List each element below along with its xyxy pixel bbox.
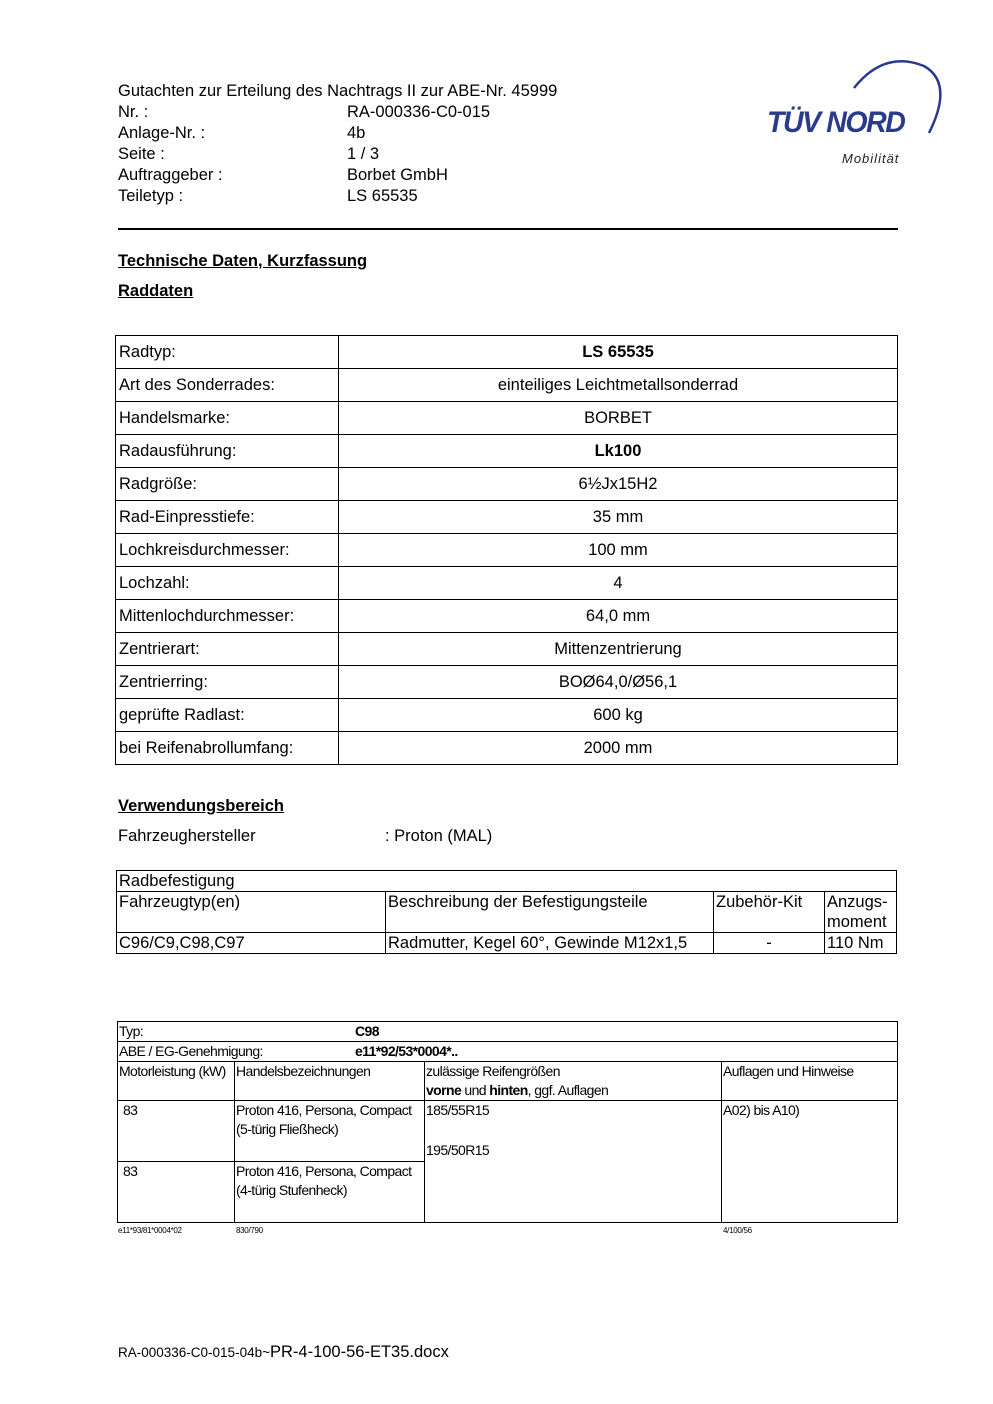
table-row: Radtyp: LS 65535 xyxy=(116,336,898,369)
footnote-sizes: 830/790 xyxy=(236,1226,263,1235)
table-row: Zentrierring: BOØ64,0/Ø56,1 xyxy=(116,666,898,699)
table-row: Rad-Einpresstiefe: 35 mm xyxy=(116,501,898,534)
table-row: Handelsmarke: BORBET xyxy=(116,402,898,435)
table-row: 83 Proton 416, Persona, Compact (5-türig Fließheck) 185/55R15 195/50R15 A02) bis A10) xyxy=(118,1101,898,1162)
tyre-size: 195/50R15 xyxy=(426,1142,490,1158)
table-row: geprüfte Radlast: 600 kg xyxy=(116,699,898,732)
header-divider xyxy=(118,228,898,230)
befestigung-table xyxy=(116,870,897,954)
table-row: Lochkreisdurchmesser: 100 mm xyxy=(116,534,898,567)
header-row-teiletyp: Teiletyp : LS 65535 xyxy=(118,187,418,205)
footnote-abe: e11*93/81*0004*02 xyxy=(118,1226,182,1235)
typ-value: C98 xyxy=(355,1023,379,1039)
table-row: Motorleistung (kW) Handelsbezeichnungen zulässige Reifengrößen vorne und hinten, ggf. Auflagen Auflagen und Hinweise xyxy=(118,1062,898,1101)
table-row xyxy=(117,871,897,892)
header-title: Gutachten zur Erteilung des Nachtrags II zur ABE-Nr. 45999 xyxy=(118,82,558,100)
table-row: bei Reifenabrollumfang: 2000 mm xyxy=(116,732,898,765)
header-row-auftraggeber: Auftraggeber : Borbet GmbH xyxy=(118,166,448,184)
table-row: 83 Proton 416, Persona, Compact (4-türig Stufenheck) xyxy=(118,1162,898,1223)
table-row: Zentrierart: Mittenzentrierung xyxy=(116,633,898,666)
table-row xyxy=(118,1022,898,1042)
befestigung-title: Radbefestigung xyxy=(117,871,897,892)
header-row-seite: Seite : 1 / 3 xyxy=(118,145,380,163)
document-header xyxy=(118,81,557,207)
table-row: C96/C9,C98,C97 Radmutter, Kegel 60°, Gewinde M12x1,5 - 110 Nm xyxy=(117,933,897,954)
tyre-size: 185/55R15 xyxy=(426,1102,490,1118)
table-row: Radausführung: Lk100 xyxy=(116,435,898,468)
section-raddaten-title: Raddaten xyxy=(118,282,194,300)
abe-label: ABE / EG-Genehmigung: xyxy=(119,1043,263,1059)
table-row: Mittenlochdurchmesser: 64,0 mm xyxy=(116,600,898,633)
footnote-bolt: 4/100/56 xyxy=(723,1226,752,1235)
raddaten-table xyxy=(115,335,898,765)
tuev-nord-logo xyxy=(764,58,944,170)
section-verwendung-title: Verwendungsbereich xyxy=(118,797,284,815)
hersteller-value: : Proton (MAL) xyxy=(385,827,493,845)
typ-label: Typ: xyxy=(119,1023,144,1039)
logo-subtitle: Mobilität xyxy=(842,151,900,166)
hersteller-label: Fahrzeughersteller xyxy=(118,827,256,845)
header-row-anlage: Anlage-Nr. : 4b xyxy=(118,124,366,142)
document-footer: RA-000336-C0-015-04b~PR-4-100-56-ET35.docx xyxy=(118,1343,449,1361)
table-row: Fahrzeugtyp(en) Beschreibung der Befestigungsteile Zubehör-Kit Anzugs-moment xyxy=(117,892,897,933)
table-row: Art des Sonderrades: einteiliges Leichtmetallsonderrad xyxy=(116,369,898,402)
typ-table xyxy=(117,1021,898,1223)
table-row: Radgröße: 6½Jx15H2 xyxy=(116,468,898,501)
hersteller-line xyxy=(118,827,492,846)
logo-wordmark: TÜV NORD xyxy=(767,106,905,139)
table-row xyxy=(118,1042,898,1062)
abe-value: e11*92/53*0004*.. xyxy=(355,1043,458,1059)
table-row: Lochzahl: 4 xyxy=(116,567,898,600)
header-row-nr: Nr. : RA-000336-C0-015 xyxy=(118,103,491,121)
section-tech-title: Technische Daten, Kurzfassung xyxy=(118,252,368,270)
